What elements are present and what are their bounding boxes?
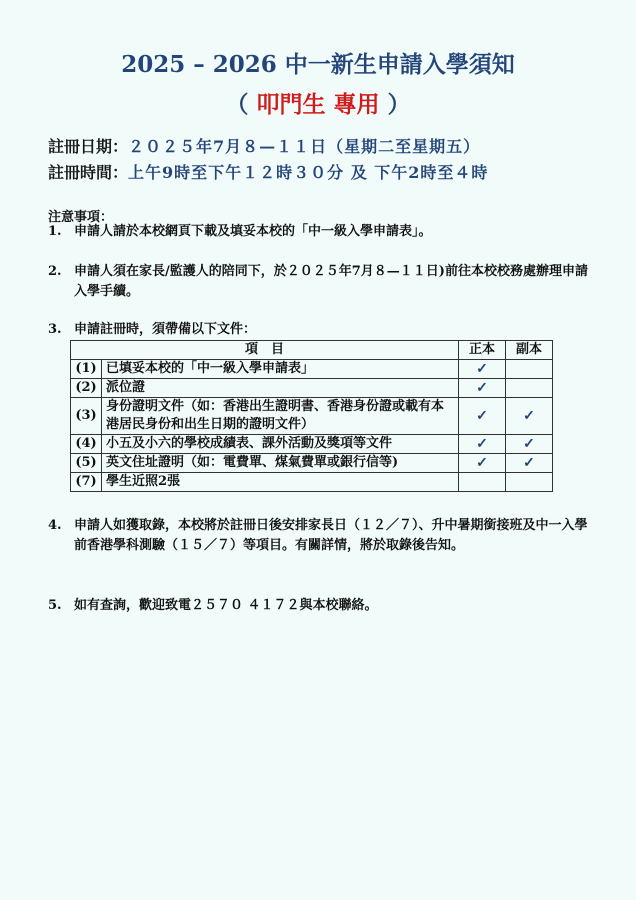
note-item-3 (48, 320, 588, 340)
subtitle-category: 叩門生 專用 (256, 91, 380, 118)
table-row (71, 398, 553, 435)
subtitle-open-paren: （ (225, 91, 257, 118)
registration-date-value: ２０２５年7月８—１１日（星期二至星期五） (128, 137, 481, 156)
note-number: 4. (48, 518, 62, 533)
note-text: 申請人請於本校網頁下載及填妥本校的「中一級入學申請表」。 (74, 224, 432, 239)
note-item-2 (48, 262, 588, 302)
table-row (71, 473, 553, 492)
note-text: 申請註冊時，須帶備以下文件： (74, 322, 257, 337)
notes-heading: 注意事項： (48, 210, 114, 225)
registration-time-label: 註冊時間： (48, 163, 129, 182)
table-row (71, 379, 553, 398)
note-number: 1. (48, 224, 62, 239)
table-row (71, 454, 553, 473)
row-item: 身份證明文件（如：香港出生證明書、香港身份證或載有本港居民身份和出生日期的證明文件） (102, 398, 459, 435)
note-item-1 (48, 222, 588, 242)
row-copy-check: ✓ (506, 435, 553, 454)
row-number: (4) (71, 435, 102, 454)
row-number: (2) (71, 379, 102, 398)
note-number: 3. (48, 322, 62, 337)
row-item: 英文住址證明（如：電費單、煤氣費單或銀行信等) (102, 454, 459, 473)
registration-date-label: 註冊日期： (48, 137, 129, 156)
row-copy-check (506, 379, 553, 398)
row-original-check (459, 473, 506, 492)
row-number: (3) (71, 398, 102, 435)
row-number: (1) (71, 360, 102, 379)
note-text: 申請人如獲取錄，本校將於註冊日後安排家長日（１２／７）、升中暑期銜接班及中一入學前香港學科測驗（１５／７）等項目。有關詳情，將於取錄後告知。 (74, 518, 588, 553)
row-item: 派位證 (102, 379, 459, 398)
note-text: 如有查詢，歡迎致電２５７０ ４１７２與本校聯絡。 (74, 598, 378, 613)
table-row (71, 435, 553, 454)
page-title: 2025 – 2026 中一新生申請入學須知 (121, 51, 515, 78)
row-copy-check: ✓ (506, 398, 553, 435)
row-item: 已填妥本校的「中一級入學申請表」 (102, 360, 459, 379)
row-copy-check (506, 360, 553, 379)
note-number: 2. (48, 264, 62, 279)
registration-time-value: 上午9時至下午１２時３０分 及 下午2時至４時 (128, 163, 489, 182)
row-copy-check: ✓ (506, 454, 553, 473)
row-number: (5) (71, 454, 102, 473)
row-item: 小五及小六的學校成績表、課外活動及獎項等文件 (102, 435, 459, 454)
column-header-original: 正本 (459, 341, 506, 360)
row-original-check: ✓ (459, 435, 506, 454)
note-item-4 (48, 516, 588, 556)
subtitle-close-paren: ） (379, 91, 411, 118)
page-subtitle (0, 86, 636, 119)
row-original-check: ✓ (459, 398, 506, 435)
table-header-row (71, 341, 553, 360)
documents-table (70, 340, 553, 492)
row-original-check: ✓ (459, 454, 506, 473)
row-number: (7) (71, 473, 102, 492)
column-header-item: 項 目 (71, 341, 459, 360)
row-copy-check (506, 473, 553, 492)
row-original-check: ✓ (459, 379, 506, 398)
registration-date (48, 134, 480, 157)
row-original-check: ✓ (459, 360, 506, 379)
row-item: 學生近照2張 (102, 473, 459, 492)
note-text: 申請人須在家長/監護人的陪同下，於２０２５年7月８—１１日)前往本校校務處辦理申請入學手續。 (74, 264, 588, 299)
note-item-5 (48, 596, 588, 616)
registration-time (48, 160, 488, 183)
table-row (71, 360, 553, 379)
note-number: 5. (48, 598, 62, 613)
column-header-copy: 副本 (506, 341, 553, 360)
